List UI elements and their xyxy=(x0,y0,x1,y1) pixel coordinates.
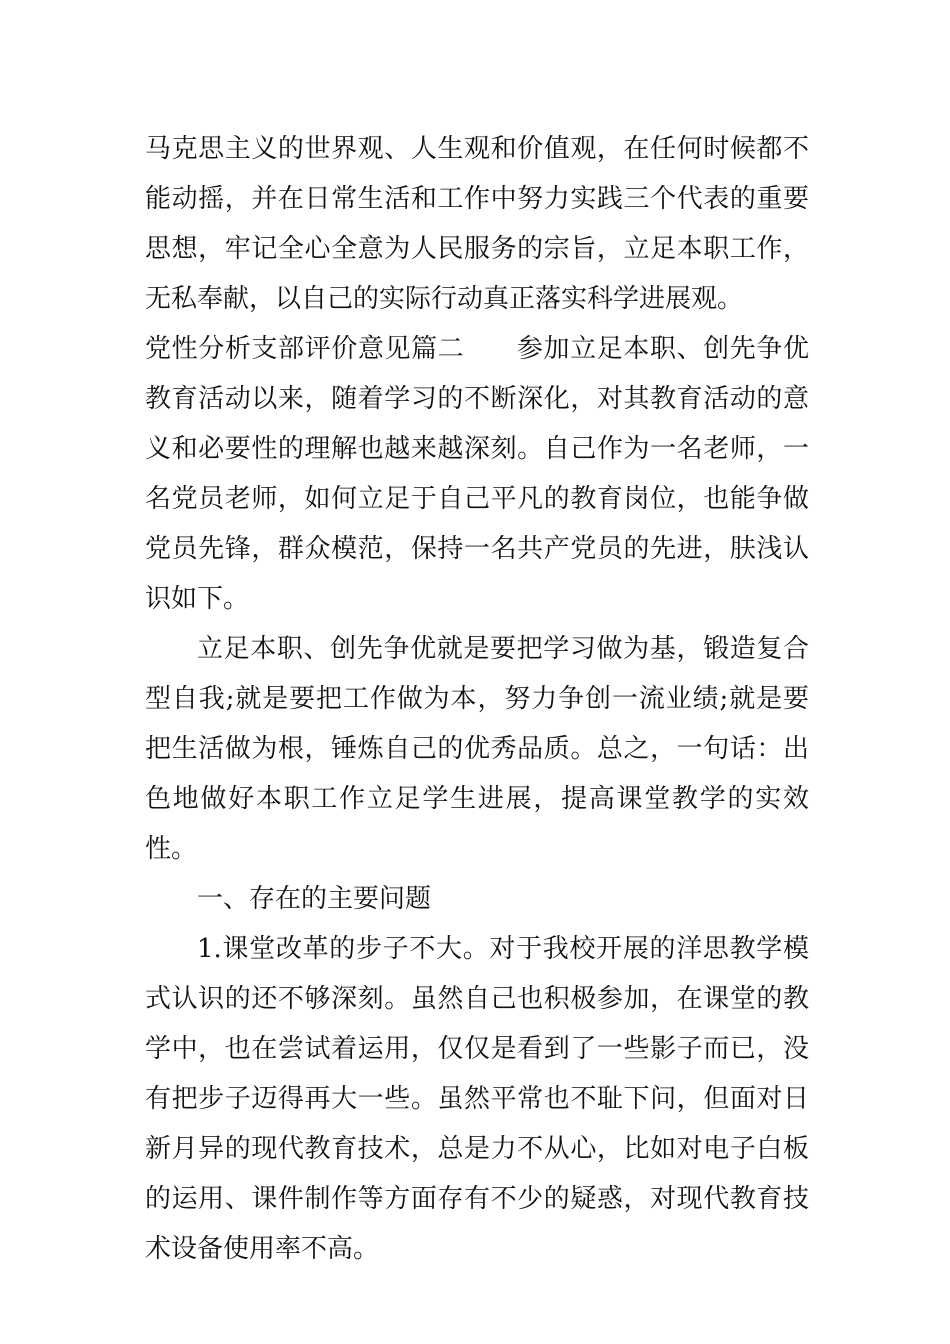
section-title: 党性分析支部评价意见篇二 xyxy=(145,334,465,364)
paragraph-problem-one: 1.课堂改革的步子不大。对于我校开展的洋思教学模式认识的还不够深刻。虽然自己也积极参加，在课堂的教学中，也在尝试着运用，仅仅是看到了一些影子而已，没有把步子迈得再大一些。虽然平常也不耻下问，但面对日新月异的现代教育技术，总是力不从心，比如对电子白板的运用、课件制作等方面存有不少的疑惑，对现代教育技术设备使用率不高。 xyxy=(145,934,809,1264)
heading-main-problems: 一、存在的主要问题 xyxy=(197,884,432,914)
paragraph-excellence: 立足本职、创先争优就是要把学习做为基，锻造复合型自我;就是要把工作做为本，努力争创一流业绩;就是要把生活做为根，锤炼自己的优秀品质。总之，一句话：出色地做好本职工作立足学生进展，提高课堂教学的实效性。 xyxy=(145,634,809,864)
paragraph-section-two xyxy=(145,324,809,624)
section-two-text: 参加立足本职、创先争优教育活动以来，随着学习的不断深化，对其教育活动的意义和必要性的理解也越来越深刻。自己作为一名老师，一名党员老师，如何立足于自己平凡的教育岗位，也能争做党员先锋，群众模范，保持一名共产党员的先进，肤浅认识如下。 xyxy=(145,334,809,614)
paragraph-worldview: 马克思主义的世界观、人生观和价值观，在任何时候都不能动摇，并在日常生活和工作中努力实践三个代表的重要思想，牢记全心全意为人民服务的宗旨，立足本职工作，无私奉献，以自己的实际行动真正落实科学进展观。 xyxy=(145,134,809,314)
document-body xyxy=(145,124,809,1274)
